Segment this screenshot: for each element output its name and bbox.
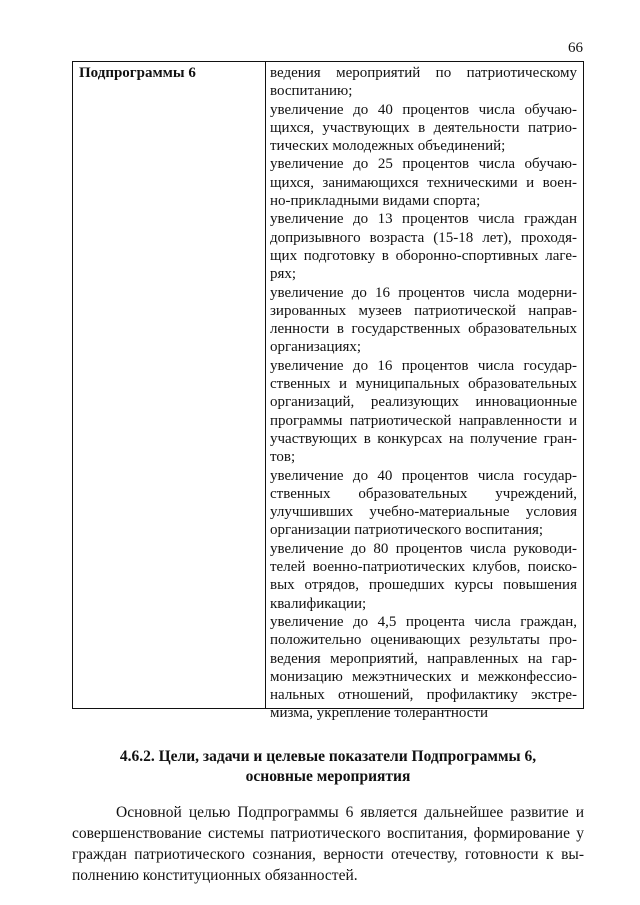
subprogram-passport-table [72,61,584,722]
paragraph-line: Основной целью Подпрограммы 6 является дальнейшее развитие и [116,804,584,821]
table-text-line: улучшивших учебно-материальные условия [270,504,577,521]
table-text-line: телей военно-патриотических клубов, поиско- [270,559,577,576]
section-heading [72,747,584,787]
table-text-line: щихся, участвующих в деятельности патрио- [270,119,577,136]
table-right-cell [266,62,583,722]
table-text-line: тических молодежных объединений; [270,138,506,155]
table-text-line: воспитанию; [270,83,353,100]
table-text-line: увеличение до 16 процентов числа модерни- [270,284,577,301]
table-text-line: организаций, реализующих инновационные [270,394,577,411]
subprogram-label: Подпрограммы 6 [79,65,196,81]
table-text-line: допризывного возраста (15-18 лет), проходя- [270,229,577,246]
page-number: 66 [568,40,583,56]
table-text-line: зированных музеев патриотической направ- [270,302,577,319]
table-text-line: увеличение до 16 процентов числа государ- [270,357,577,374]
table-text-line: увеличение до 13 процентов числа граждан [270,211,577,228]
paragraph-line: совершенствование системы патриотического воспитания, формирование у [72,825,584,842]
paragraph-line: полнению конституционных обязанностей. [72,867,358,884]
section-heading-line-1: 4.6.2. Цели, задачи и целевые показатели Подпрограммы 6, [119,748,537,765]
table-left-cell [73,62,266,708]
table-text-line: тов; [270,449,296,466]
table-text-line: рях; [270,266,297,283]
table-text-line: участвующих в конкурсах на получение гран- [270,430,577,447]
table-text-line: вых отрядов, прошедших курсы повышения [270,577,577,594]
table-text-line: ведения мероприятий по патриотическому [270,65,577,81]
table-text-line: увеличение до 40 процентов числа обучаю- [270,101,577,118]
body-paragraph [72,802,584,886]
table-text-line: щихся, занимающихся техническими и воен- [270,174,577,191]
table-text-line: щих подготовку в оборонно-спортивных лаге- [270,247,577,264]
table-text-line: ственных образовательных учреждений, [270,485,577,502]
table-text-line: организациях; [270,339,362,356]
table-text-line: мизма, укрепление толерантности [270,705,489,722]
table-text-line: нальных отношений, профилактику экстре- [270,687,577,704]
table-text-line: положительно оценивающих результаты про- [270,632,577,649]
table-text-line: организации патриотического воспитания; [270,522,544,539]
table-text-line: ленности в государственных образовательных [270,321,577,338]
table-text-line: ведения мероприятий, направленных на гар- [270,650,577,667]
table-text-line: квалификации; [270,595,367,612]
table-text-line: но-прикладными видами спорта; [270,193,481,210]
table-text-line: увеличение до 40 процентов числа государ- [270,467,577,484]
table-text-line: увеличение до 25 процентов числа обучаю- [270,156,577,173]
section-heading-line-2: основные мероприятия [245,768,411,785]
table-text-line: монизацию межэтнических и межконфесcио- [270,668,577,685]
table-text-line: увеличение до 4,5 процента числа граждан, [270,613,577,630]
table-text-line: ственных и муниципальных образовательных [270,376,577,393]
paragraph-line: граждан патриотического сознания, верности отечеству, готовности к вы- [72,846,584,863]
table-text-line: увеличение до 80 процентов числа руководи- [270,540,577,557]
table-text-line: программы патриотической направленности и [270,412,577,429]
